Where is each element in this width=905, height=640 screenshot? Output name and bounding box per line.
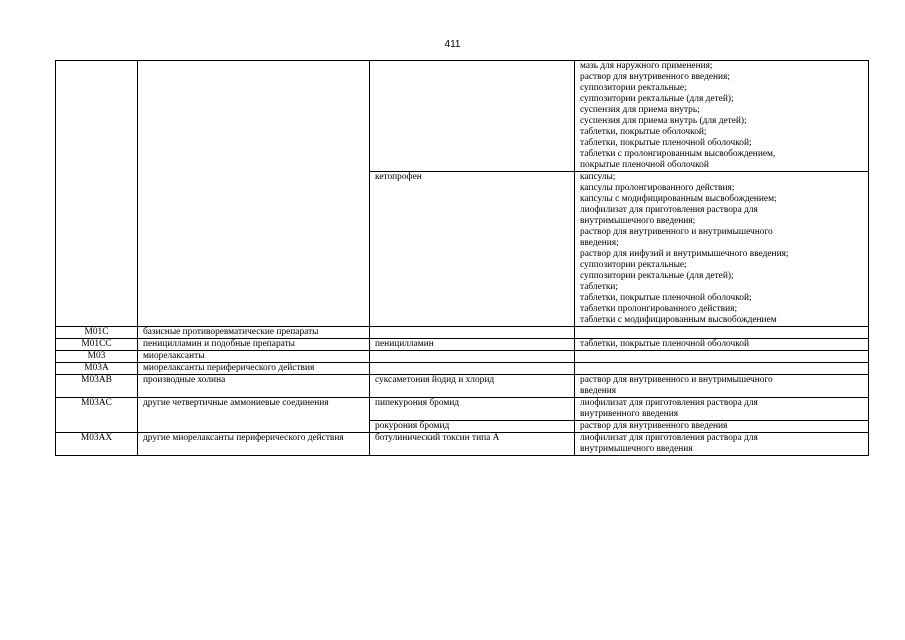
form-line: покрытые пленочной оболочкой: [580, 160, 709, 170]
form-line: капсулы пролонгированного действия;: [580, 183, 735, 193]
form-line: таблетки с модифицированным высвобождением: [580, 315, 777, 325]
group-cell: пеницилламин и подобные препараты: [138, 339, 370, 351]
form-line: таблетки, покрытые оболочкой;: [580, 127, 707, 137]
form-line: лиофилизат для приготовления раствора для: [580, 398, 758, 408]
table-row: [56, 61, 869, 172]
form-line: введения;: [580, 238, 619, 248]
form-line: мазь для наружного применения;: [580, 61, 713, 71]
table-row: [56, 433, 869, 456]
atc-code-cell: M03: [56, 351, 138, 363]
drug-table: [55, 60, 869, 456]
group-cell: базисные противоревматические препараты: [138, 327, 370, 339]
group-cell: [138, 61, 370, 327]
atc-code-cell: [56, 61, 138, 327]
forms-cell: [575, 375, 869, 398]
form-line: лиофилизат для приготовления раствора для: [580, 433, 758, 443]
form-line: раствор для внутривенного введения;: [580, 72, 730, 82]
forms-cell: [575, 421, 869, 433]
group-cell: миорелаксанты периферического действия: [138, 363, 370, 375]
form-line: суппозитории ректальные (для детей);: [580, 271, 734, 281]
forms-cell: [575, 339, 869, 351]
atc-code-cell: M03A: [56, 363, 138, 375]
forms-cell: [575, 172, 869, 327]
drug-cell: пеницилламин: [370, 339, 575, 351]
table-row: [56, 339, 869, 351]
form-line: раствор для внутривенного и внутримышечного: [580, 227, 773, 237]
form-line: таблетки, покрытые пленочной оболочкой: [580, 339, 749, 349]
form-line: раствор для внутривенного и внутримышечного: [580, 375, 773, 385]
atc-code-cell: M03AC: [56, 398, 138, 433]
table-row: [56, 398, 869, 421]
drug-cell: ботулинический токсин типа A: [370, 433, 575, 456]
form-line: суппозитории ректальные (для детей);: [580, 94, 734, 104]
forms-cell: [575, 363, 869, 375]
table-row: [56, 375, 869, 398]
drug-cell: [370, 327, 575, 339]
form-line: таблетки;: [580, 282, 619, 292]
drug-cell: [370, 351, 575, 363]
drug-cell: [370, 363, 575, 375]
form-line: суспензия для приема внутрь;: [580, 105, 700, 115]
form-line: капсулы;: [580, 172, 616, 182]
atc-code-cell: M03AX: [56, 433, 138, 456]
forms-cell: [575, 433, 869, 456]
forms-cell: [575, 61, 869, 172]
form-line: таблетки пролонгированного действия;: [580, 304, 738, 314]
drug-cell: пипекурония бромид: [370, 398, 575, 421]
forms-cell: [575, 327, 869, 339]
form-line: капсулы с модифицированным высвобождением;: [580, 194, 777, 204]
table-row: [56, 363, 869, 375]
forms-cell: [575, 351, 869, 363]
group-cell: другие миорелаксанты периферического действия: [138, 433, 370, 456]
form-line: раствор для инфузий и внутримышечного введения;: [580, 249, 789, 259]
form-line: введения: [580, 386, 617, 396]
forms-cell: [575, 398, 869, 421]
group-cell: другие четвертичные аммониевые соединения: [138, 398, 370, 433]
form-line: внутримышечного введения;: [580, 216, 696, 226]
form-line: раствор для внутривенного введения: [580, 421, 728, 431]
page-number: 411: [444, 39, 461, 50]
form-line: внутримышечного введения: [580, 444, 693, 454]
drug-cell: рокурония бромид: [370, 421, 575, 433]
form-line: таблетки с пролонгированным высвобождением,: [580, 149, 776, 159]
form-line: суппозитории ректальные;: [580, 260, 687, 270]
table-row: [56, 351, 869, 363]
atc-code-cell: M01C: [56, 327, 138, 339]
form-line: таблетки, покрытые пленочной оболочкой;: [580, 293, 752, 303]
table-row: [56, 327, 869, 339]
atc-code-cell: M01CC: [56, 339, 138, 351]
form-line: таблетки, покрытые пленочной оболочкой;: [580, 138, 752, 148]
drug-cell: кетопрофен: [370, 172, 575, 327]
form-line: суспензия для приема внутрь (для детей);: [580, 116, 747, 126]
group-cell: миорелаксанты: [138, 351, 370, 363]
form-line: лиофилизат для приготовления раствора для: [580, 205, 758, 215]
form-line: суппозитории ректальные;: [580, 83, 687, 93]
drug-cell: суксаметония йодид и хлорид: [370, 375, 575, 398]
group-cell: производные холина: [138, 375, 370, 398]
drug-cell: [370, 61, 575, 172]
form-line: внутривенного введения: [580, 409, 679, 419]
atc-code-cell: M03AB: [56, 375, 138, 398]
